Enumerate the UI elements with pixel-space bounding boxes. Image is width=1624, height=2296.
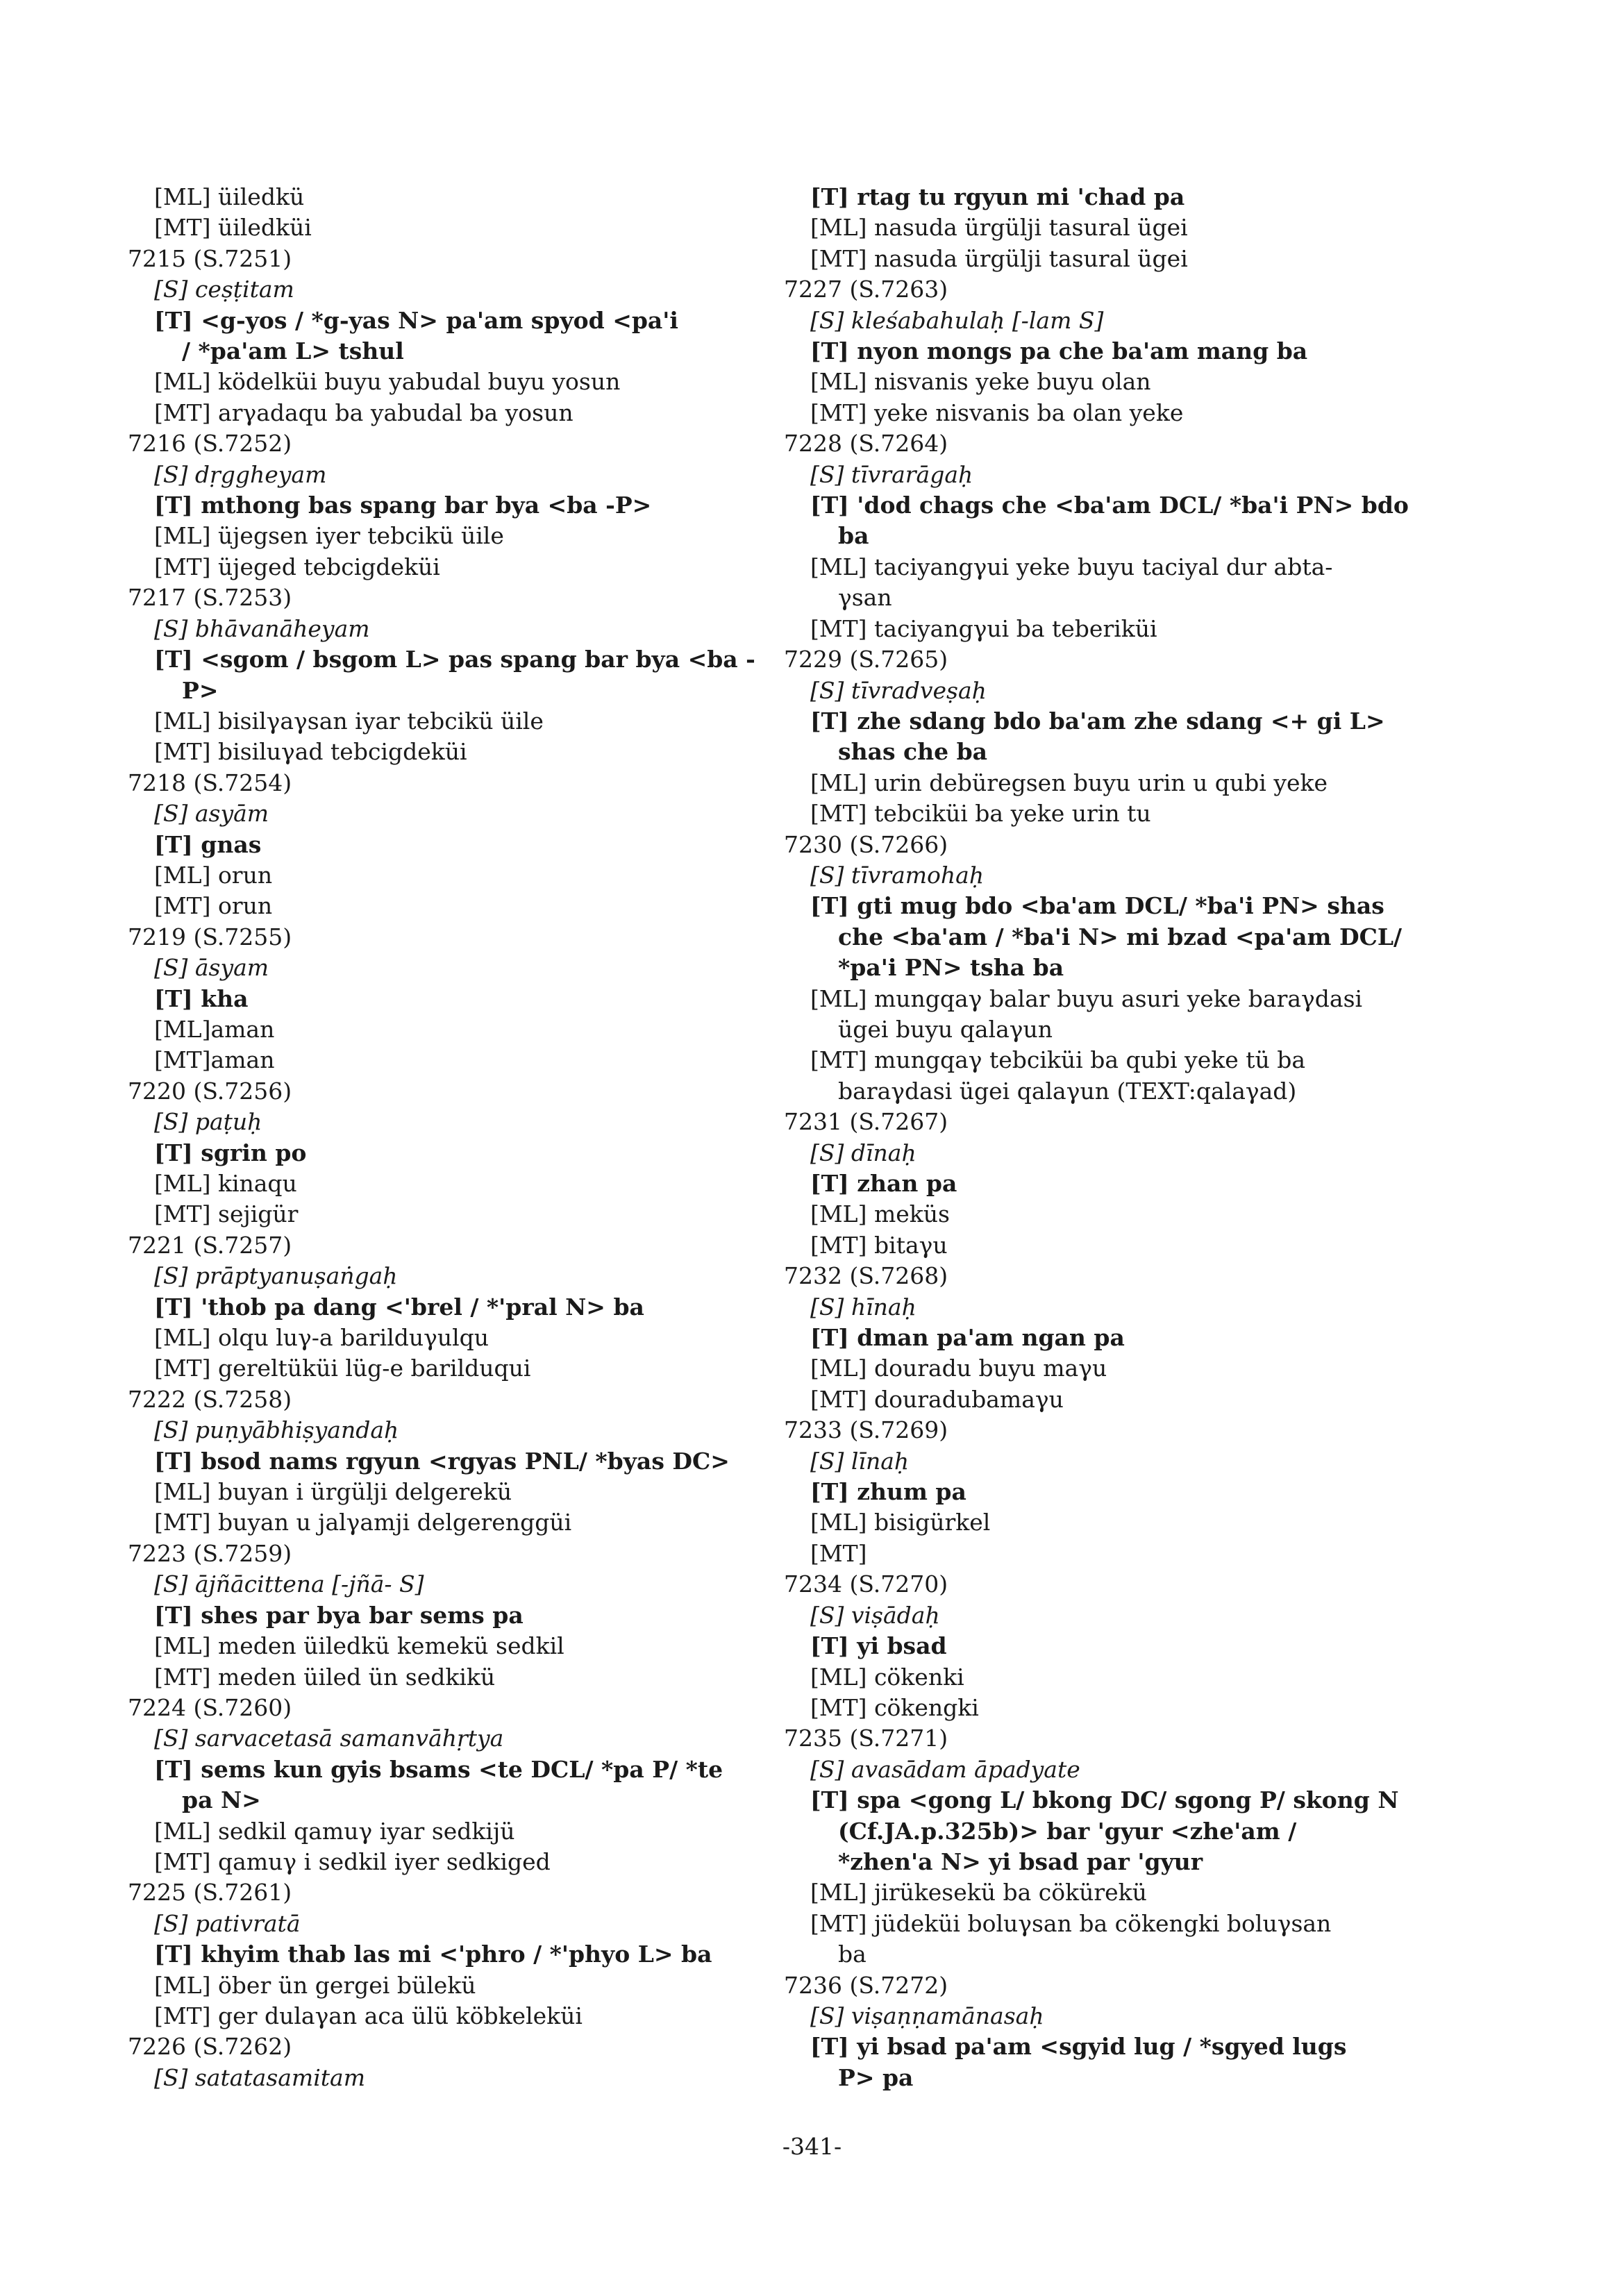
entry-line: [T] 'thob pa dang <'brel / *'pral N> ba xyxy=(154,1293,644,1321)
entry-line: [S] bhāvanāheyam xyxy=(154,614,370,642)
entry-line: [T] zhan pa xyxy=(810,1170,957,1197)
entry-line: [MT]aman xyxy=(154,1046,275,1074)
entry-number: 7220 (S.7256) xyxy=(128,1077,292,1105)
entry-line: / *pa'am L> tshul xyxy=(182,337,404,365)
entry-line: ba xyxy=(838,1941,867,1968)
entry-line: [S] viṣaṇṇamānasaḥ xyxy=(810,2002,1044,2029)
entry-line: [T] dman pa'am ngan pa xyxy=(810,1324,1125,1352)
entry-line: [T] zhe sdang bdo ba'am zhe sdang <+ gi L> xyxy=(810,707,1385,735)
entry-line: [MT] bitaγu xyxy=(810,1231,948,1259)
entry-number: 7224 (S.7260) xyxy=(128,1693,292,1721)
entry-line: [ML] meküs xyxy=(810,1200,950,1228)
entry-line: [ML] olqu luγ-a barilduγulqu xyxy=(154,1324,489,1352)
entry-line: [ML] buyan i ürgülji delgerekü xyxy=(154,1478,512,1506)
entry-line: [T] shes par bya bar sems pa xyxy=(154,1601,524,1629)
entry-line: [ML] taciyangγui yeke buyu taciyal dur abta- xyxy=(810,553,1333,580)
entry-line: [S] avasādam āpadyate xyxy=(810,1755,1080,1783)
entry-line: [T] gti mug bdo <ba'am DCL/ *ba'i PN> shas xyxy=(810,892,1384,920)
entry-line: [MT] buyan u jalγamji delgerenggüi xyxy=(154,1509,572,1536)
entry-line: [S] tīvrarāgaḥ xyxy=(810,460,973,488)
entry-line: [S] prāptyanuṣaṅgaḥ xyxy=(154,1262,398,1290)
page-number: -341- xyxy=(782,2133,842,2160)
entry-line: [MT] arγadaqu ba yabudal ba yosun xyxy=(154,399,574,426)
entry-line: [ML] üiledkü xyxy=(154,183,305,210)
entry-line: [S] asyām xyxy=(154,800,269,828)
entry-line: [T] kha xyxy=(154,984,249,1012)
entry-number: 7219 (S.7255) xyxy=(128,923,292,950)
left-column xyxy=(118,182,764,2093)
entry-line: [S] ceṣṭitam xyxy=(154,276,294,303)
entry-line: [T] 'dod chags che <ba'am DCL/ *ba'i PN> bdo xyxy=(810,492,1409,519)
entry-number: 7227 (S.7263) xyxy=(784,276,948,303)
entry-line: [MT] nasuda ürgülji tasural ügei xyxy=(810,244,1188,272)
entry-line: [T] zhum pa xyxy=(810,1478,966,1506)
entry-line: [ML] kinaqu xyxy=(154,1170,297,1197)
entry-line: [ML] douradu buyu maγu xyxy=(810,1355,1107,1382)
entry-number: 7229 (S.7265) xyxy=(784,646,948,673)
entry-number: 7235 (S.7271) xyxy=(784,1725,948,1752)
entry-number: 7228 (S.7264) xyxy=(784,430,948,458)
entry-number: 7233 (S.7269) xyxy=(784,1416,948,1444)
entry-line: [MT] sejigür xyxy=(154,1200,299,1228)
entry-line: [MT] cökengki xyxy=(810,1693,979,1721)
entry-line: [T] gnas xyxy=(154,830,262,858)
entry-line: [MT] orun xyxy=(154,892,273,920)
entry-line: [T] khyim thab las mi <'phro / *'phyo L> ba xyxy=(154,1941,712,1968)
entry-line: pa N> xyxy=(182,1786,261,1814)
entry-line: P> pa xyxy=(838,2063,914,2091)
right-column xyxy=(774,182,1413,2093)
entry-line: [MT] douradubamaγu xyxy=(810,1385,1064,1413)
entry-line: γsan xyxy=(838,584,892,612)
entry-line: [T] <sgom / bsgom L> pas spang bar bya <ba - xyxy=(154,646,755,673)
entry-line: [S] pativratā xyxy=(154,1909,301,1937)
entry-line: [MT] jüdeküi boluγsan ba cökengki boluγsan xyxy=(810,1909,1332,1937)
entry-line: P> xyxy=(182,676,219,704)
entry-line: [ML] öber ün gergei bülekü xyxy=(154,1971,476,1999)
entry-line: [S] dṛggheyam xyxy=(154,460,327,488)
entry-line: [MT] yeke nisvanis ba olan yeke xyxy=(810,399,1184,426)
entry-line: ba xyxy=(838,522,869,550)
entry-line: shas che ba xyxy=(838,738,988,766)
entry-line: [MT] tebciküi ba yeke urin tu xyxy=(810,800,1151,828)
entry-line: [MT] xyxy=(810,1539,867,1567)
entry-number: 7221 (S.7257) xyxy=(128,1231,292,1259)
entry-line: [S] sarvacetasā samanvāhṛtya xyxy=(154,1725,504,1752)
entry-number: 7216 (S.7252) xyxy=(128,430,292,458)
entry-line: [T] spa <gong L/ bkong DC/ sgong P/ skong N xyxy=(810,1786,1399,1814)
entry-line: [MT] mungqaγ tebciküi ba qubi yeke tü ba xyxy=(810,1046,1306,1074)
entry-line: [MT] ger dulaγan aca ülü köbkeleküi xyxy=(154,2002,583,2029)
entry-line: [T] nyon mongs pa che ba'am mang ba xyxy=(810,337,1308,365)
entry-line: [T] bsod nams rgyun <rgyas PNL/ *byas DC> xyxy=(154,1447,730,1475)
entry-line: [ML] meden üiledkü kemekü sedkil xyxy=(154,1632,564,1660)
entry-line: baraγdasi ügei qalaγun (TEXT:qalaγad) xyxy=(838,1077,1297,1105)
entry-line: [ML] bisigürkel xyxy=(810,1509,991,1536)
entry-line: [S] puṇyābhiṣyandaḥ xyxy=(154,1416,399,1444)
entry-line: [ML] jirükesekü ba cökürekü xyxy=(810,1879,1147,1907)
entry-line: [S] satatasamitam xyxy=(154,2063,366,2091)
entry-number: 7231 (S.7267) xyxy=(784,1108,948,1136)
entry-line: [ML] mungqaγ balar buyu asuri yeke baraγdasi xyxy=(810,984,1363,1012)
entry-line: [S] tīvradveṣaḥ xyxy=(810,676,987,704)
entry-line: [S] āsyam xyxy=(154,954,269,982)
entry-line: [S] kleśabahulaḥ [-lam S] xyxy=(810,306,1104,334)
entry-number: 7223 (S.7259) xyxy=(128,1539,292,1567)
entry-line: [ML] nasuda ürgülji tasural ügei xyxy=(810,214,1188,242)
entry-number: 7225 (S.7261) xyxy=(128,1879,292,1907)
entry-line: [MT] bisiluγad tebcigdeküi xyxy=(154,738,467,766)
entry-line: *zhen'a N> yi bsad par 'gyur xyxy=(838,1847,1203,1875)
entry-line: [ML] urin debüregsen buyu urin u qubi yeke xyxy=(810,769,1328,796)
entry-line: [T] mthong bas spang bar bya <ba -P> xyxy=(154,492,652,519)
entry-number: 7218 (S.7254) xyxy=(128,769,292,796)
entry-number: 7217 (S.7253) xyxy=(128,584,292,612)
entry-line: che <ba'am / *ba'i N> mi bzad <pa'am DCL/ xyxy=(838,923,1403,950)
entry-line: ügei buyu qalaγun xyxy=(838,1015,1053,1043)
entry-line: [T] sems kun gyis bsams <te DCL/ *pa P/ *te xyxy=(154,1755,723,1783)
entry-line: [T] yi bsad pa'am <sgyid lug / *sgyed lugs xyxy=(810,2033,1347,2061)
entry-line: (Cf.JA.p.325b)> bar 'gyur <zhe'am / xyxy=(838,1817,1297,1845)
entry-line: [S] hīnaḥ xyxy=(810,1293,916,1321)
entry-line: [ML] cökenki xyxy=(810,1663,964,1691)
entry-number: 7236 (S.7272) xyxy=(784,1971,948,1999)
entry-line: [T] <g-yos / *g-yas N> pa'am spyod <pa'i xyxy=(154,306,678,334)
entry-line: [S] ājñācittena [-jñā- S] xyxy=(154,1570,424,1598)
entry-line: [ML] üjegsen iyer tebcikü üile xyxy=(154,522,504,550)
entry-line: [MT] meden üiled ün sedkikü xyxy=(154,1663,496,1691)
entry-line: [S] tīvramohaḥ xyxy=(810,861,985,889)
entry-line: [ML] ködelküi buyu yabudal buyu yosun xyxy=(154,368,621,396)
entry-line: [S] viṣādaḥ xyxy=(810,1601,940,1629)
entry-number: 7234 (S.7270) xyxy=(784,1570,948,1598)
entry-number: 7226 (S.7262) xyxy=(128,2033,292,2061)
entry-line: [ML] nisvanis yeke buyu olan xyxy=(810,368,1151,396)
entry-line: [MT] üiledküi xyxy=(154,214,312,242)
entry-line: [ML] orun xyxy=(154,861,273,889)
entry-number: 7222 (S.7258) xyxy=(128,1385,292,1413)
entry-number: 7215 (S.7251) xyxy=(128,244,292,272)
entry-line: [MT] taciyangγui ba teberiküi xyxy=(810,614,1157,642)
entry-line: [MT] üjeged tebcigdeküi xyxy=(154,553,440,580)
entry-number: 7232 (S.7268) xyxy=(784,1262,948,1290)
entry-line: [T] rtag tu rgyun mi 'chad pa xyxy=(810,183,1185,210)
entry-line: [ML]aman xyxy=(154,1015,275,1043)
entry-number: 7230 (S.7266) xyxy=(784,830,948,858)
entry-line: [S] dīnaḥ xyxy=(810,1139,916,1166)
entry-line: [MT] gereltüküi lüg-e barilduqui xyxy=(154,1355,531,1382)
entry-line: [T] sgrin po xyxy=(154,1139,307,1166)
entry-line: *pa'i PN> tsha ba xyxy=(838,954,1064,982)
entry-line: [S] līnaḥ xyxy=(810,1447,910,1475)
entry-line: [S] paṭuḥ xyxy=(154,1108,262,1136)
entry-line: [MT] qamuγ i sedkil iyer sedkiged xyxy=(154,1847,551,1875)
entry-line: [ML] bisilγaγsan iyar tebcikü üile xyxy=(154,707,544,735)
entry-line: [T] yi bsad xyxy=(810,1632,947,1660)
entry-line: [ML] sedkil qamuγ iyar sedkijü xyxy=(154,1817,515,1845)
